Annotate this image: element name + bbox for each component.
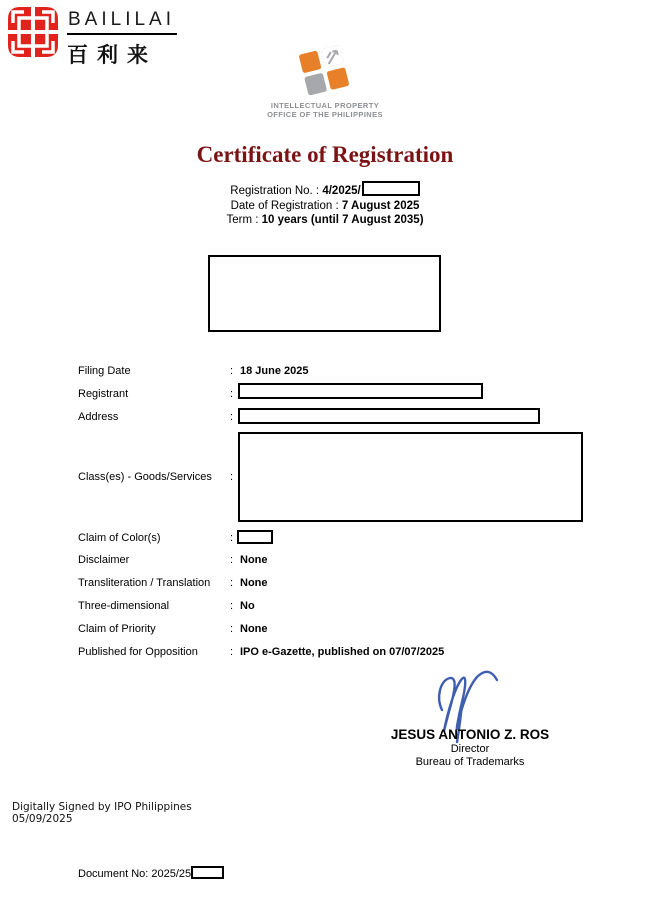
document-number-text: Document No: 2025/25 — [78, 868, 192, 880]
registration-date-line — [0, 199, 650, 214]
field-label: Address — [78, 411, 119, 423]
digitally-signed-date: 05/09/2025 — [12, 813, 73, 825]
field-label: Claim of Color(s) — [78, 532, 161, 544]
field-value: No — [240, 600, 255, 612]
field-value: None — [240, 577, 268, 589]
ipo-mark-icon — [292, 43, 358, 97]
field-colon: : — [230, 471, 234, 483]
field-row-three-dimensional — [78, 600, 618, 613]
ipo-text-line2: OFFICE OF THE PHILIPPINES — [267, 110, 383, 119]
redacted-claim-of-colors — [237, 530, 273, 544]
field-colon: : — [230, 600, 234, 612]
baililai-emblem-icon — [8, 7, 58, 57]
field-value: IPO e-Gazette, published on 07/07/2025 — [240, 646, 445, 658]
signatory-name: JESUS ANTONIO Z. ROS — [390, 727, 550, 742]
redacted-registrant — [238, 383, 483, 399]
field-colon: : — [230, 623, 234, 635]
registration-no-line — [0, 181, 650, 199]
document-number-line — [78, 866, 224, 880]
field-colon: : — [230, 365, 234, 377]
field-row-disclaimer — [78, 554, 618, 567]
field-row-transliteration — [78, 577, 618, 590]
term-value: 10 years (until 7 August 2035) — [261, 214, 424, 226]
signatory-block — [345, 727, 595, 769]
registration-date-value: 7 August 2025 — [341, 199, 420, 212]
registration-no-value: 4/2025/ — [322, 185, 361, 197]
field-colon: : — [230, 532, 234, 544]
digitally-signed-text: Digitally Signed by IPO Philippines — [12, 801, 192, 813]
field-row-filing-date — [78, 365, 618, 378]
field-colon: : — [230, 577, 234, 589]
field-row-published-for-opposition — [78, 646, 618, 659]
brand-logo — [8, 7, 177, 69]
field-value: 18 June 2025 — [240, 365, 309, 377]
field-colon: : — [230, 554, 234, 566]
field-label: Published for Opposition — [78, 646, 198, 658]
registration-date-label: Date of Registration : — [230, 199, 342, 212]
signatory-role: Director — [450, 743, 490, 755]
field-label: Three-dimensional — [78, 600, 170, 612]
field-label: Transliteration / Translation — [78, 577, 211, 589]
ipo-logo — [252, 43, 398, 119]
redacted-trademark-image — [208, 255, 441, 332]
redacted-goods-services — [238, 432, 583, 522]
field-label: Class(es) - Goods/Services — [78, 471, 212, 483]
redacted-document-no — [191, 866, 224, 879]
term-label: Term : — [226, 214, 262, 226]
brand-chinese-name: 百利来 — [67, 44, 157, 67]
field-colon: : — [230, 411, 234, 423]
field-label: Filing Date — [78, 365, 131, 377]
registration-summary — [0, 181, 650, 228]
field-colon: : — [230, 388, 234, 400]
registration-no-label: Registration No. : — [230, 185, 323, 197]
field-row-claim-of-priority — [78, 623, 618, 636]
field-label: Disclaimer — [78, 554, 130, 566]
digital-signature-note — [12, 801, 192, 825]
field-value: None — [240, 623, 268, 635]
ipo-text-line1: INTELLECTUAL PROPERTY — [270, 101, 380, 110]
field-row-claim-of-colors — [78, 532, 618, 545]
page-title: Certificate of Registration — [196, 142, 454, 167]
field-label: Registrant — [78, 388, 129, 400]
field-value: None — [240, 554, 268, 566]
field-label: Claim of Priority — [78, 623, 156, 635]
brand-name: BAILILAI — [67, 7, 177, 35]
redacted-address — [238, 408, 540, 424]
field-colon: : — [230, 646, 234, 658]
term-line — [0, 213, 650, 228]
signatory-office: Bureau of Trademarks — [415, 756, 525, 768]
redacted-registration-no — [362, 181, 420, 196]
